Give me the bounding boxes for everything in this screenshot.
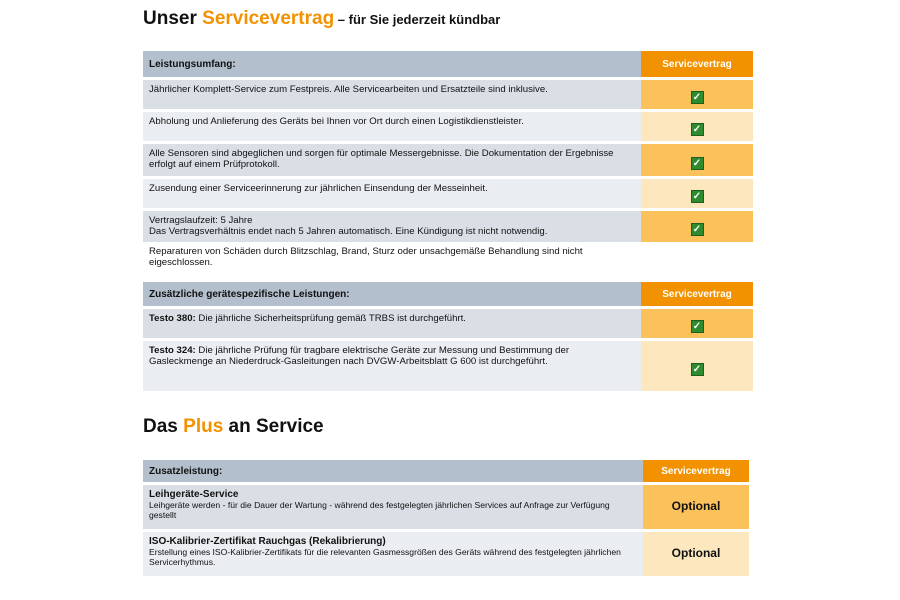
checkmark-icon: ✓ bbox=[691, 363, 704, 376]
table-row bbox=[143, 532, 749, 576]
vertragslaufzeit-label: Vertragslaufzeit: 5 Jahre bbox=[149, 215, 253, 226]
checkmark-icon: ✓ bbox=[691, 320, 704, 333]
checkmark-icon: ✓ bbox=[691, 123, 704, 136]
table-header bbox=[143, 282, 753, 306]
leistungsumfang-table bbox=[143, 48, 753, 276]
leihgeraete-title: Leihgeräte-Service bbox=[149, 489, 239, 500]
header-leistungsumfang: Leistungsumfang: bbox=[143, 51, 641, 77]
checkmark-icon: ✓ bbox=[691, 91, 704, 104]
section-title-servicevertrag: Unser Servicevertrag – für Sie jederzeit kündbar bbox=[143, 8, 501, 29]
checkmark-icon: ✓ bbox=[691, 190, 704, 203]
table-row: Abholung und Anlieferung des Geräts bei Ihnen vor Ort durch einen Logistikdienstleister. ✓ bbox=[143, 112, 753, 141]
section-title-plus-service: Das Plus an Service bbox=[143, 416, 324, 437]
table-note-row bbox=[143, 245, 753, 273]
table-row: Testo 380: Die jährliche Sicherheitsprüfung gemäß TRBS ist durchgeführt. ✓ bbox=[143, 309, 753, 338]
leihgeraete-desc: Leihgeräte werden - für die Dauer der Wartung - während des festgelegten jährlichen Services auf Anfrage zur Verfügung gestellt bbox=[149, 500, 610, 520]
table-row bbox=[143, 485, 749, 529]
checkmark-icon: ✓ bbox=[691, 223, 704, 236]
header-zusatzleistung: Zusatzleistung: bbox=[143, 460, 643, 482]
header-zusaetzliche-leistungen: Zusätzliche gerätespezifische Leistungen: bbox=[143, 282, 641, 306]
header-servicevertrag: Servicevertrag bbox=[643, 460, 749, 482]
header-servicevertrag: Servicevertrag bbox=[641, 282, 753, 306]
title-highlight: Plus bbox=[183, 416, 224, 437]
vertragslaufzeit-desc: Das Vertragsverhältnis endet nach 5 Jahren automatisch. Eine Kündigung ist nicht notwendig. bbox=[149, 226, 548, 237]
optional-label: Optional bbox=[671, 499, 721, 513]
optional-label: Optional bbox=[671, 546, 721, 560]
title-highlight: Servicevertrag bbox=[202, 8, 335, 29]
table-row: Jährlicher Komplett-Service zum Festpreis. Alle Servicearbeiten und Ersatzteile sind inklusive. ✓ bbox=[143, 80, 753, 109]
checkmark-icon: ✓ bbox=[691, 157, 704, 170]
exclusion-note: Reparaturen von Schäden durch Blitzschlag, Brand, Sturz oder unsachgemäße Behandlung sind nicht eigeschlossen. bbox=[143, 245, 641, 273]
table-row: Testo 324: Die jährliche Prüfung für tragbare elektrische Geräte zur Messung und Bestimmung der Gasleckmenge an Niederdruck-Gasleitungen nach DVGW-Arbeitsblatt G 600 ist durchgeführt. ✓ bbox=[143, 341, 753, 391]
table-header bbox=[143, 460, 749, 482]
geraetespezifisch-table bbox=[143, 279, 753, 394]
zusatzleistung-table bbox=[143, 457, 749, 579]
header-servicevertrag: Servicevertrag bbox=[641, 51, 753, 77]
iso-kalibrier-desc: Erstellung eines ISO-Kalibrier-Zertifikats für die relevanten Gasmessgrößen des Geräts während des festgelegten jährlichen Servicerhythmus. bbox=[149, 547, 621, 567]
table-row bbox=[143, 211, 753, 242]
table-row: Alle Sensoren sind abgeglichen und sorgen für optimale Messergebnisse. Die Dokumentation der Ergebnisse erfolgt auf einem Prüfprotokoll. ✓ bbox=[143, 144, 753, 176]
iso-kalibrier-title: ISO-Kalibrier-Zertifikat Rauchgas (Rekalibrierung) bbox=[149, 536, 386, 547]
table-row: Zusendung einer Serviceerinnerung zur jährlichen Einsendung der Messeinheit. ✓ bbox=[143, 179, 753, 208]
table-header bbox=[143, 51, 753, 77]
